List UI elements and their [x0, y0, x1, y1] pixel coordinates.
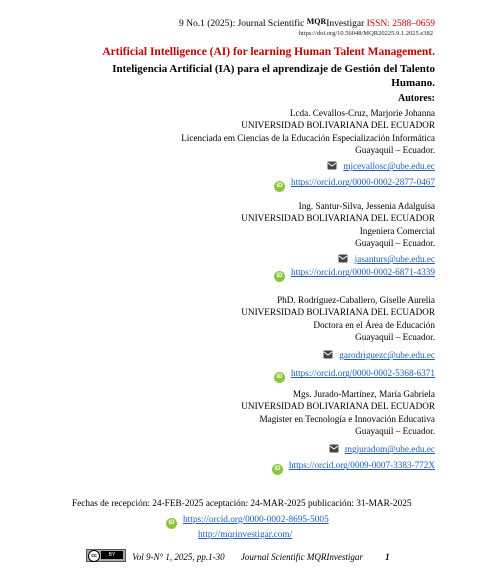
- cc-icon: cc: [88, 550, 100, 562]
- author-orcid[interactable]: https://orcid.org/0009-0007-3383-772X: [288, 460, 435, 471]
- autores-label: Autores:: [397, 93, 435, 104]
- footer-volume: Vol 9-N° 1, 2025, pp.1-30: [132, 552, 225, 562]
- author-name: Lcda. Cevallos-Cruz, Marjorie Johanna: [289, 108, 435, 118]
- author-email[interactable]: mjcevallosc@ube.edu.ec: [343, 161, 435, 172]
- author-university: UNIVERSIDAD BOLIVARIANA DEL ECUADOR: [241, 120, 435, 131]
- journal-brand: MQR: [306, 17, 327, 26]
- author-degree: Ingeniera Comercial: [359, 225, 435, 236]
- title-english: Artificial Intelligence (AI) for learning Human Talent Management.: [102, 46, 435, 58]
- author-university: UNIVERSIDAD BOLIVARIANA DEL ECUADOR: [241, 307, 435, 318]
- journal-name: 9 No.1 (2025): Journal Scientific: [179, 19, 305, 29]
- mail-icon: [323, 350, 333, 359]
- author-orcid[interactable]: https://orcid.org/0000-0002-6871-4339: [290, 267, 435, 278]
- orcid-icon: iD: [274, 372, 285, 383]
- author-block: [105, 294, 435, 383]
- author-block: [105, 107, 435, 192]
- cc-by-license-icon: [86, 549, 126, 562]
- author-name: PhD. Rodríguez-Caballero, Giselle Aurelia: [277, 295, 435, 305]
- author-university: UNIVERSIDAD BOLIVARIANA DEL ECUADOR: [241, 213, 435, 224]
- author-email[interactable]: jasanturs@ube.edu.ec: [354, 254, 435, 265]
- orcid-icon: iD: [272, 464, 283, 475]
- author-location: Guayaquil – Ecuador.: [355, 237, 435, 248]
- author-block: [105, 200, 435, 282]
- journal-orcid-row: [166, 515, 329, 529]
- author-university: UNIVERSIDAD BOLIVARIANA DEL ECUADOR: [241, 401, 435, 412]
- orcid-icon: iD: [274, 271, 285, 282]
- journal-header: [179, 17, 435, 29]
- dates-line: Fechas de recepción: 24-FEB-2025 aceptación: 24-MAR-2025 publicación: 31-MAR-2025: [72, 499, 412, 509]
- title-spanish: Inteligencia Artificial (IA) para el aprendizaje de Gestión del Talento Humano.: [112, 63, 435, 89]
- journal-site-link[interactable]: http://mqrinvestigar.com/: [198, 530, 293, 540]
- author-name: Ing. Santur-Silva, Jessenia Adalguisa: [298, 201, 435, 211]
- doi[interactable]: https://doi.org/10.56048/MQR20225.9.1.2025.e382: [298, 30, 433, 37]
- author-email[interactable]: garodriguezc@ube.edu.ec: [339, 350, 435, 361]
- orcid-icon: iD: [274, 181, 285, 192]
- author-degree: Magister en Tecnología e Innovación Educativa: [259, 413, 435, 424]
- mail-icon: [327, 161, 337, 170]
- orcid-icon: iD: [166, 518, 177, 529]
- author-orcid[interactable]: https://orcid.org/0000-0002-5368-6371: [290, 368, 435, 379]
- author-location: Guayaquil – Ecuador.: [355, 425, 435, 436]
- author-block: [105, 388, 435, 475]
- page-footer: [86, 549, 390, 562]
- author-location: Guayaquil – Ecuador.: [355, 331, 435, 342]
- author-location: Guayaquil – Ecuador.: [355, 144, 435, 155]
- page-number: 1: [385, 552, 390, 562]
- author-degree: Doctora en el Área de Educación: [313, 319, 435, 330]
- issn: ISSN: 2588–0659: [366, 19, 435, 29]
- author-degree: Licenciada em Ciencias de la Educación Especialización Informática: [181, 132, 435, 143]
- author-name: Mgs. Jurado-Martínez, María Gabriela: [292, 389, 435, 399]
- author-email[interactable]: mgjuradom@ube.edu.ec: [344, 444, 435, 455]
- journal-orcid[interactable]: https://orcid.org/0000-0002-8695-5005: [183, 515, 329, 525]
- journal-brand-suffix: Investigar: [326, 19, 365, 29]
- mail-icon: [329, 444, 339, 453]
- by-icon: BY: [101, 551, 123, 559]
- mail-icon: [338, 254, 348, 263]
- author-orcid[interactable]: https://orcid.org/0000-0002-2877-0467: [290, 177, 435, 188]
- footer-journal: Journal Scientific MQRInvestigar: [240, 552, 363, 562]
